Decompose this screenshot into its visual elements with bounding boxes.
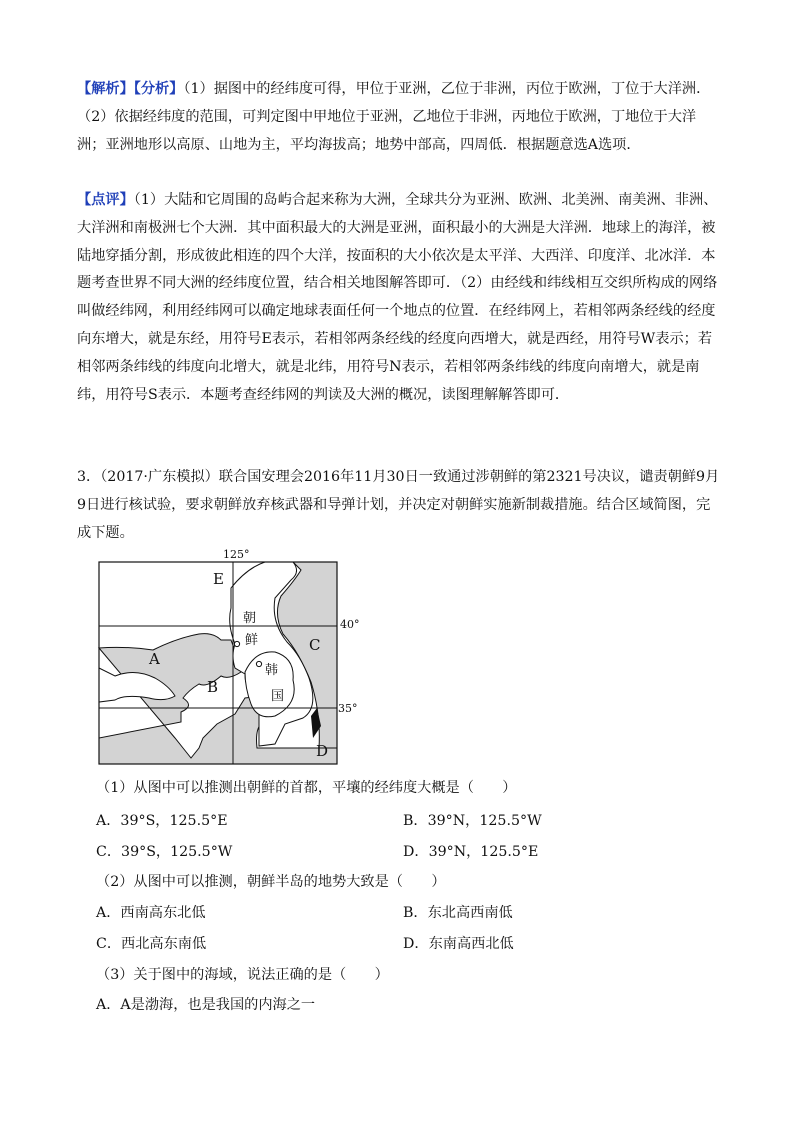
question-3-stem: 3．（2017·广东模拟）联合国安理会2016年11月30日一致通过涉朝鲜的第2321号决议，谴责朝鲜9月9日进行核试验，要求朝鲜放弃核武器和导弹计划，并决定对朝鲜实施新制裁措施。结合区域简图，完成下题。 — [77, 469, 720, 541]
sub-2-option-d[interactable]: D．东南高西北低 — [403, 936, 514, 952]
sub-1-option-d[interactable]: D．39°N，125.5°E — [403, 844, 539, 860]
north-korea-label-2: 鲜 — [245, 633, 259, 648]
seoul-marker — [256, 661, 261, 666]
north-korea-label-1: 朝 — [243, 611, 257, 626]
sub-1-option-c[interactable]: C．39°S，125.5°W — [96, 844, 233, 860]
map-svg — [95, 548, 360, 770]
sub-question-2-stem: （2）从图中可以推测，朝鲜半岛的地势大致是（ ） — [96, 874, 446, 890]
analysis-tag: 【解析】 — [77, 81, 134, 97]
map-label-e: E — [213, 570, 224, 588]
map-label-d: D — [316, 742, 329, 760]
south-korea-label-1: 韩 — [265, 663, 279, 678]
sub-1-option-a[interactable]: A．39°S，125.5°E — [96, 813, 228, 829]
analysis-paragraph — [77, 76, 722, 159]
map-label-a: A — [149, 650, 160, 668]
comment-tag: 【点评】 — [77, 192, 134, 208]
meridian-125-label: 125° — [223, 548, 250, 561]
sub-2-option-c[interactable]: C．西北高东南低 — [96, 936, 207, 952]
parallel-35-label: 35° — [338, 702, 358, 715]
analysis-text: （1）据图中的经纬度可得，甲位于亚洲，乙位于非洲，丙位于欧洲，丁位于大洋洲．（2）依据经纬度的范围，可判定图中甲地位于亚洲，乙地位于非洲，丙地位于欧洲，丁地位于大洋洲；亚洲地形以高原、山地为主，平均海拔高；地势中部高，四周低．根据题意选A选项． — [77, 81, 711, 153]
comment-paragraph — [77, 187, 722, 409]
analysis-subtag: 【分析】 — [133, 81, 184, 97]
map-label-b: B — [207, 678, 219, 696]
sub-1-option-b[interactable]: B．39°N，125.5°W — [403, 813, 542, 829]
sub-2-option-b[interactable]: B．东北高西南低 — [403, 905, 513, 921]
south-korea-area — [245, 652, 294, 717]
parallel-40-label: 40° — [340, 618, 360, 631]
sub-3-option-a[interactable]: A．A是渤海，也是我国的内海之一 — [96, 997, 316, 1013]
sub-question-3-stem: （3）关于图中的海域，说法正确的是（ ） — [96, 967, 389, 983]
korea-region-map — [95, 548, 360, 770]
pyongyang-marker — [234, 641, 239, 646]
sub-question-1-stem: （1）从图中可以推测出朝鲜的首都，平壤的经纬度大概是（ ） — [96, 780, 517, 796]
map-label-c: C — [309, 636, 321, 654]
comment-text: （1）大陆和它周围的岛屿合起来称为大洲，全球共分为亚洲、欧洲、北美洲、南美洲、非洲、大洋洲和南极洲七个大洲．其中面积最大的大洲是亚洲，面积最小的大洲是大洋洲．地球上的海洋，被陆地穿插分割，形成彼此相连的四个大洋，按面积的大小依次是太平洋、大西洋、印度洋、北冰洋．本题考查世界不同大洲的经纬度位置，结合相关地图解答即可．（2）由经线和纬线相互交织所构成的网络叫做经纬网，利用经纬网可以确定地球表面任何一个地点的位置．在经纬网上，若相邻两条经线的经度向东增大，就是东经，用符号E表示，若相邻两条经线的经度向西增大，就是西经，用符号W表示；若相邻两条纬线的纬度向北增大，就是北纬，用符号N表示，若相邻两条纬线的纬度向南增大，就是南纬，用符号S表示．本题考查经纬网的判读及大洲的概况，读图理解解答即可． — [77, 192, 718, 403]
sub-2-option-a[interactable]: A．西南高东北低 — [96, 905, 206, 921]
south-korea-label-2: 国 — [271, 689, 285, 704]
